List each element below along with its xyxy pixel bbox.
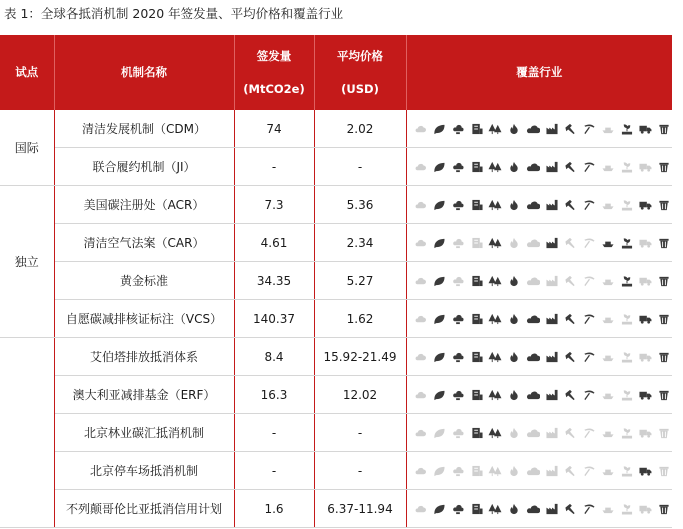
mechanism-name: 不列颠哥伦比亚抵消信用计划	[54, 490, 234, 528]
cloud-solid-icon	[525, 160, 541, 174]
pickaxe-icon	[581, 312, 597, 326]
sector-icons-cell	[406, 452, 672, 490]
trash-icon	[656, 464, 672, 478]
cloud-solid-icon	[525, 350, 541, 364]
trash-icon	[656, 236, 672, 250]
cloud-solid-icon	[525, 426, 541, 440]
price-value: 2.02	[314, 110, 406, 148]
trees-icon	[488, 502, 504, 516]
sector-icons-cell	[406, 110, 672, 148]
flame-icon	[506, 350, 522, 364]
hammer-icon	[563, 350, 579, 364]
cloud-gear-icon	[450, 122, 466, 136]
table-row	[0, 490, 672, 528]
sector-icons-cell	[406, 224, 672, 262]
cloud-gear-icon	[450, 198, 466, 212]
mechanism-name: 联合履约机制（JI）	[54, 148, 234, 186]
pilot-group-cell	[0, 338, 54, 528]
leaf-icon	[431, 236, 447, 250]
pickaxe-icon	[581, 236, 597, 250]
table-row	[0, 452, 672, 490]
flame-icon	[506, 236, 522, 250]
cloud-gear-icon	[450, 236, 466, 250]
issuance-value: -	[234, 414, 314, 452]
building-icon	[469, 198, 485, 212]
price-value: 5.27	[314, 262, 406, 300]
mechanism-name: 黄金标准	[54, 262, 234, 300]
table-row	[0, 414, 672, 452]
issuance-value: 140.37	[234, 300, 314, 338]
plant-icon	[619, 388, 635, 402]
cloud-icon	[413, 502, 429, 516]
issuance-value: 7.3	[234, 186, 314, 224]
header-mechanism: 机制名称	[54, 35, 234, 110]
ship-icon	[600, 312, 616, 326]
table-row	[0, 376, 672, 414]
cloud-icon	[413, 274, 429, 288]
cloud-gear-icon	[450, 426, 466, 440]
price-value: -	[314, 148, 406, 186]
header-sectors: 覆盖行业	[406, 35, 672, 110]
plant-icon	[619, 312, 635, 326]
header-issuance: 签发量 (MtCO2e)	[234, 35, 314, 110]
leaf-icon	[431, 350, 447, 364]
sector-icons-cell	[406, 490, 672, 528]
building-icon	[469, 464, 485, 478]
cloud-gear-icon	[450, 388, 466, 402]
plant-icon	[619, 502, 635, 516]
leaf-icon	[431, 388, 447, 402]
plant-icon	[619, 464, 635, 478]
issuance-value: 74	[234, 110, 314, 148]
trees-icon	[488, 236, 504, 250]
truck-icon	[638, 160, 654, 174]
flame-icon	[506, 426, 522, 440]
table-row	[0, 186, 672, 224]
truck-icon	[638, 388, 654, 402]
cloud-icon	[413, 160, 429, 174]
header-pilot: 试点	[0, 35, 54, 110]
header-price: 平均价格 (USD)	[314, 35, 406, 110]
hammer-icon	[563, 236, 579, 250]
mechanism-name: 自愿碳减排核证标注（VCS）	[54, 300, 234, 338]
table-row	[0, 262, 672, 300]
sector-icons-cell	[406, 338, 672, 376]
trash-icon	[656, 388, 672, 402]
building-icon	[469, 350, 485, 364]
trees-icon	[488, 274, 504, 288]
pickaxe-icon	[581, 160, 597, 174]
ship-icon	[600, 198, 616, 212]
factory-icon	[544, 160, 560, 174]
trees-icon	[488, 464, 504, 478]
trees-icon	[488, 426, 504, 440]
table-row	[0, 224, 672, 262]
hammer-icon	[563, 388, 579, 402]
cloud-solid-icon	[525, 312, 541, 326]
cloud-icon	[413, 464, 429, 478]
sector-icons-cell	[406, 300, 672, 338]
building-icon	[469, 160, 485, 174]
hammer-icon	[563, 464, 579, 478]
leaf-icon	[431, 464, 447, 478]
factory-icon	[544, 502, 560, 516]
factory-icon	[544, 464, 560, 478]
table-row	[0, 148, 672, 186]
table-caption: 表 1：全球各抵消机制 2020 年签发量、平均价格和覆盖行业	[4, 6, 344, 21]
hammer-icon	[563, 160, 579, 174]
pickaxe-icon	[581, 388, 597, 402]
flame-icon	[506, 464, 522, 478]
trees-icon	[488, 388, 504, 402]
offset-mechanism-table	[0, 35, 672, 528]
plant-icon	[619, 160, 635, 174]
truck-icon	[638, 274, 654, 288]
issuance-value: 8.4	[234, 338, 314, 376]
cloud-solid-icon	[525, 274, 541, 288]
mechanism-name: 澳大利亚减排基金（ERF）	[54, 376, 234, 414]
mechanism-name: 美国碳注册处（ACR）	[54, 186, 234, 224]
factory-icon	[544, 198, 560, 212]
price-value: 15.92-21.49	[314, 338, 406, 376]
truck-icon	[638, 464, 654, 478]
cloud-icon	[413, 122, 429, 136]
cloud-icon	[413, 426, 429, 440]
trash-icon	[656, 350, 672, 364]
trash-icon	[656, 502, 672, 516]
leaf-icon	[431, 274, 447, 288]
factory-icon	[544, 122, 560, 136]
pickaxe-icon	[581, 198, 597, 212]
cloud-icon	[413, 388, 429, 402]
factory-icon	[544, 350, 560, 364]
table-row	[0, 300, 672, 338]
ship-icon	[600, 350, 616, 364]
cloud-solid-icon	[525, 198, 541, 212]
trash-icon	[656, 160, 672, 174]
plant-icon	[619, 274, 635, 288]
ship-icon	[600, 502, 616, 516]
flame-icon	[506, 502, 522, 516]
leaf-icon	[431, 312, 447, 326]
ship-icon	[600, 388, 616, 402]
flame-icon	[506, 198, 522, 212]
table-row	[0, 110, 672, 148]
trees-icon	[488, 312, 504, 326]
trash-icon	[656, 426, 672, 440]
trash-icon	[656, 198, 672, 212]
mechanism-name: 艾伯塔排放抵消体系	[54, 338, 234, 376]
truck-icon	[638, 122, 654, 136]
factory-icon	[544, 236, 560, 250]
flame-icon	[506, 388, 522, 402]
truck-icon	[638, 502, 654, 516]
plant-icon	[619, 236, 635, 250]
mechanism-name: 清洁空气法案（CAR）	[54, 224, 234, 262]
plant-icon	[619, 198, 635, 212]
flame-icon	[506, 274, 522, 288]
price-value: 12.02	[314, 376, 406, 414]
ship-icon	[600, 160, 616, 174]
cloud-gear-icon	[450, 312, 466, 326]
mechanism-name: 北京林业碳汇抵消机制	[54, 414, 234, 452]
flame-icon	[506, 160, 522, 174]
cloud-gear-icon	[450, 274, 466, 288]
mechanism-name: 北京停车场抵消机制	[54, 452, 234, 490]
leaf-icon	[431, 198, 447, 212]
table-row	[0, 338, 672, 376]
cloud-solid-icon	[525, 502, 541, 516]
trees-icon	[488, 122, 504, 136]
cloud-solid-icon	[525, 122, 541, 136]
pilot-group-cell: 国际	[0, 110, 54, 186]
price-value: 1.62	[314, 300, 406, 338]
issuance-value: -	[234, 452, 314, 490]
issuance-value: 34.35	[234, 262, 314, 300]
hammer-icon	[563, 312, 579, 326]
cloud-gear-icon	[450, 350, 466, 364]
truck-icon	[638, 198, 654, 212]
cloud-icon	[413, 350, 429, 364]
leaf-icon	[431, 426, 447, 440]
price-value: 5.36	[314, 186, 406, 224]
cloud-gear-icon	[450, 502, 466, 516]
leaf-icon	[431, 160, 447, 174]
plant-icon	[619, 350, 635, 364]
factory-icon	[544, 274, 560, 288]
issuance-value: -	[234, 148, 314, 186]
truck-icon	[638, 350, 654, 364]
mechanism-name: 清洁发展机制（CDM）	[54, 110, 234, 148]
price-value: -	[314, 414, 406, 452]
issuance-value: 4.61	[234, 224, 314, 262]
cloud-gear-icon	[450, 464, 466, 478]
trash-icon	[656, 122, 672, 136]
building-icon	[469, 122, 485, 136]
sector-icons-cell	[406, 186, 672, 224]
issuance-value: 16.3	[234, 376, 314, 414]
pickaxe-icon	[581, 464, 597, 478]
building-icon	[469, 502, 485, 516]
cloud-icon	[413, 236, 429, 250]
hammer-icon	[563, 274, 579, 288]
ship-icon	[600, 426, 616, 440]
hammer-icon	[563, 122, 579, 136]
building-icon	[469, 312, 485, 326]
factory-icon	[544, 312, 560, 326]
sector-icons-cell	[406, 414, 672, 452]
sector-icons-cell	[406, 376, 672, 414]
trees-icon	[488, 198, 504, 212]
pickaxe-icon	[581, 350, 597, 364]
pickaxe-icon	[581, 426, 597, 440]
factory-icon	[544, 388, 560, 402]
leaf-icon	[431, 502, 447, 516]
pickaxe-icon	[581, 502, 597, 516]
trash-icon	[656, 312, 672, 326]
cloud-icon	[413, 312, 429, 326]
ship-icon	[600, 464, 616, 478]
hammer-icon	[563, 502, 579, 516]
hammer-icon	[563, 426, 579, 440]
price-value: -	[314, 452, 406, 490]
trash-icon	[656, 274, 672, 288]
ship-icon	[600, 122, 616, 136]
factory-icon	[544, 426, 560, 440]
plant-icon	[619, 122, 635, 136]
truck-icon	[638, 236, 654, 250]
cloud-icon	[413, 198, 429, 212]
cloud-solid-icon	[525, 464, 541, 478]
pilot-group-cell: 独立	[0, 186, 54, 338]
ship-icon	[600, 274, 616, 288]
building-icon	[469, 388, 485, 402]
truck-icon	[638, 426, 654, 440]
flame-icon	[506, 312, 522, 326]
trees-icon	[488, 160, 504, 174]
price-value: 2.34	[314, 224, 406, 262]
plant-icon	[619, 426, 635, 440]
pickaxe-icon	[581, 274, 597, 288]
building-icon	[469, 426, 485, 440]
hammer-icon	[563, 198, 579, 212]
cloud-solid-icon	[525, 236, 541, 250]
issuance-value: 1.6	[234, 490, 314, 528]
sector-icons-cell	[406, 148, 672, 186]
truck-icon	[638, 312, 654, 326]
cloud-gear-icon	[450, 160, 466, 174]
ship-icon	[600, 236, 616, 250]
leaf-icon	[431, 122, 447, 136]
sector-icons-cell	[406, 262, 672, 300]
building-icon	[469, 274, 485, 288]
cloud-solid-icon	[525, 388, 541, 402]
price-value: 6.37-11.94	[314, 490, 406, 528]
pickaxe-icon	[581, 122, 597, 136]
flame-icon	[506, 122, 522, 136]
trees-icon	[488, 350, 504, 364]
building-icon	[469, 236, 485, 250]
